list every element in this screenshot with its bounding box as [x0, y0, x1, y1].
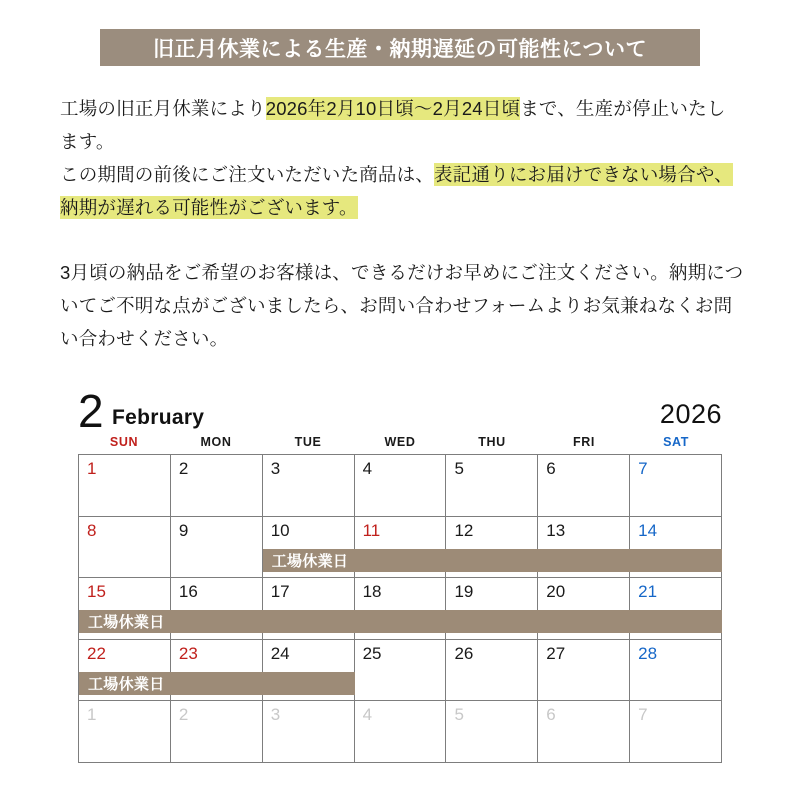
factory-closure-bar: 工場休業日 [263, 549, 722, 572]
calendar-day-number: 3 [270, 459, 281, 478]
calendar-day-number: 25 [362, 643, 382, 663]
calendar-week-row [79, 578, 722, 640]
calendar-day-cell [171, 455, 263, 517]
notice-paragraph-1 [60, 92, 744, 158]
calendar-day-number: 6 [546, 459, 556, 478]
calendar-day-number: 16 [178, 582, 198, 601]
calendar-day-cell [446, 455, 538, 517]
calendar-weekday-mon: MON [200, 435, 232, 449]
calendar-weekday-header [78, 430, 722, 454]
calendar-day-cell [263, 455, 355, 517]
calendar-day-cell [171, 701, 263, 763]
calendar-grid [78, 454, 722, 763]
notice-paragraph-2 [60, 158, 744, 224]
plain-text: 工場の旧正月休業により [60, 98, 266, 119]
calendar-day-cell [630, 455, 722, 517]
calendar-day-number: 8 [87, 520, 97, 540]
highlighted-text: 2026年2月10日頃〜2月24日頃 [265, 98, 521, 119]
calendar-weekday-thu: THU [478, 435, 506, 449]
calendar-day-cell [446, 640, 538, 702]
calendar-day-number: 10 [270, 520, 290, 540]
calendar-month-name: February [112, 406, 205, 429]
calendar-day-number: 18 [362, 582, 382, 601]
plain-text: 3月頃の納品をご希望のお客様は、できるだけお早めにご注文ください。納期についてご不明な点がございましたら、お問い合わせフォームよりお気兼ねなくお問い合わせください。 [60, 262, 744, 349]
calendar-day-number: 4 [362, 705, 373, 724]
calendar-day-cell [355, 455, 447, 517]
calendar-day-number: 27 [546, 643, 566, 663]
calendar-day-number: 13 [546, 520, 566, 540]
calendar-day-cell [630, 640, 722, 702]
calendar-day-number: 11 [362, 520, 381, 540]
calendar-weekday-fri: FRI [573, 435, 595, 449]
highlighted-text: 表記通りにお届けできない場合や、納期が遅れる可能性がございます。 [60, 164, 733, 218]
calendar-week-row [79, 455, 722, 517]
calendar-day-number: 1 [87, 705, 97, 724]
calendar-day-number: 21 [638, 582, 658, 601]
calendar-day-cell [79, 455, 171, 517]
calendar-day-number: 2 [178, 459, 189, 478]
calendar-day-cell [355, 701, 447, 763]
calendar-day-number: 2 [178, 705, 189, 724]
calendar-day-cell [538, 701, 630, 763]
calendar-day-number: 3 [270, 705, 281, 724]
notice-title-banner [100, 29, 700, 66]
calendar-day-cell [79, 517, 171, 579]
calendar-day-number: 19 [454, 582, 474, 601]
calendar-day-number: 5 [454, 705, 464, 724]
calendar-day-number: 28 [638, 643, 658, 663]
calendar-day-cell [171, 517, 263, 579]
plain-text: まで、生産が停止いたします。 [60, 98, 726, 152]
calendar-day-cell [538, 640, 630, 702]
calendar-header [78, 385, 722, 437]
calendar-day-cell [79, 701, 171, 763]
calendar-day-cell [630, 701, 722, 763]
calendar-day-number: 26 [454, 643, 474, 663]
factory-closure-bar: 工場休業日 [79, 610, 722, 633]
calendar-day-cell [446, 701, 538, 763]
calendar-day-number: 15 [87, 582, 106, 601]
plain-text: この期間の前後にご注文いただいた商品は、 [60, 164, 435, 185]
calendar-day-number: 20 [546, 582, 566, 601]
calendar-day-number: 6 [546, 705, 556, 724]
calendar-day-number: 14 [638, 520, 658, 540]
calendar-day-cell [355, 640, 447, 702]
factory-closure-bar: 工場休業日 [79, 672, 355, 695]
calendar-day-number: 17 [270, 582, 290, 601]
calendar-day-number: 7 [638, 705, 648, 724]
notice-paragraph-3 [60, 256, 744, 355]
notice-body [60, 92, 744, 355]
calendar-day-number: 5 [454, 459, 464, 478]
calendar-weekday-wed: WED [384, 435, 416, 449]
calendar-week-row [79, 701, 722, 763]
calendar-weekday-sun: SUN [109, 435, 139, 449]
calendar-day-cell [538, 455, 630, 517]
calendar-day-number: 9 [178, 520, 189, 540]
calendar-week-row [79, 517, 722, 579]
closure-calendar [78, 385, 722, 763]
calendar-day-number: 4 [362, 459, 373, 478]
calendar-day-number: 23 [178, 643, 198, 663]
calendar-weekday-tue: TUE [294, 435, 322, 449]
calendar-day-number: 7 [638, 459, 648, 478]
calendar-month-number: 2 [78, 385, 104, 437]
calendar-week-row [79, 640, 722, 702]
calendar-day-number: 24 [270, 643, 290, 663]
calendar-year: 2026 [659, 399, 722, 429]
calendar-weekday-sat: SAT [663, 435, 689, 449]
calendar-day-number: 1 [87, 459, 97, 478]
calendar-day-number: 12 [454, 520, 474, 540]
calendar-day-number: 22 [87, 643, 106, 663]
notice-title-text: 旧正月休業による生産・納期遅延の可能性について [152, 37, 648, 61]
calendar-day-cell [263, 701, 355, 763]
